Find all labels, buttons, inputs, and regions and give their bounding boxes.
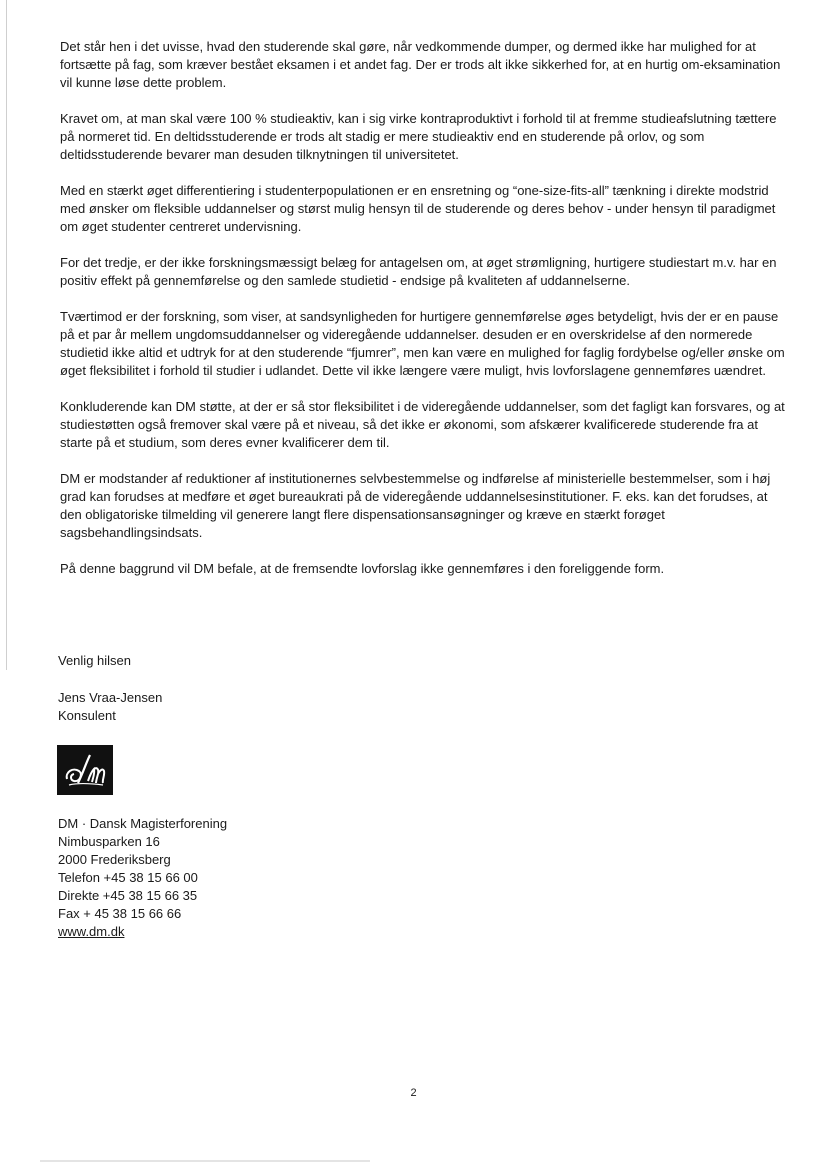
fax-number: Fax + 45 38 15 66 66 (58, 906, 182, 921)
paragraph-2: Kravet om, at man skal være 100 % studieaktiv, kan i sig virke kontraproduktivt i forhold til at fremme studieafslutning tættere på normeret tid. En deltidsstuderende er trods alt stadig er mere studieaktiv end en studerende på orlov, og som deltidsstuderende bevarer man desuden tilknytningen til universitetet. (60, 111, 777, 162)
org-name: DM · Dansk Magisterforening (58, 816, 228, 831)
paragraph-4: For det tredje, er der ikke forskningsmæssigt belæg for antagelsen om, at øget strømligning, hurtigere studiestart m.v. har en positiv effekt på gennemførelse og den samlede studietid - endsige på kvaliteten af uddannelserne. (60, 255, 777, 288)
address-block (58, 815, 227, 941)
paragraph-6: Konkluderende kan DM støtte, at der er så stor fleksibilitet i de videregående uddannelser, som det fagligt kan forsvares, og at studiestøtten også fremover skal være på et niveau, så det ikke er økonomi, som afskærer kvalificerede studerende fra at starte på et studium, som deres evner kvalificerer dem til. (60, 399, 785, 450)
page-number: 2 (410, 1087, 417, 1099)
signature-block (58, 689, 162, 725)
scan-edge-line (6, 0, 7, 670)
paragraph-5: Tværtimod er der forskning, som viser, at sandsynligheden for hurtigere gennemførelse øges betydeligt, hvis der er en pause på et par år mellem ungdomsuddannelser og videregående uddannelser. desuden er en overskridelse af den normerede studietid ikke altid et udtryk for at den studerende “fjumrer”, men kan være en mulighed for faglig fordybelse og/eller ønske om øget fleksibilitet i forhold til studier i udlandet. Dette vil ikke længere være muligt, hvis lovforslagene gennemføres uændret. (60, 309, 785, 378)
website-link[interactable]: www.dm.dk (58, 924, 125, 939)
signer-title: Konsulent (58, 708, 116, 723)
dm-logo-icon (57, 745, 113, 795)
scan-bottom-artifact (40, 1160, 370, 1162)
paragraph-7: DM er modstander af reduktioner af institutionernes selvbestemmelse og indførelse af ministerielle bestemmelser, som i høj grad kan forudses at medføre et øget bureaukrati på de videregående uddannelsesinstitutioner. F. eks. kan det forudses, at den obligatoriske tilmelding vil generere langt flere dispensationsansøgninger og kræve en stærkt forøget sagsbehandlingsindsats. (60, 471, 771, 540)
paragraph-3: Med en stærkt øget differentiering i studenterpopulationen er en ensretning og “one-size-fits-all” tænkning i direkte modstrid med ønsker om fleksible uddannelser og størst mulig hensyn til de studerende og deres behov - under hensyn til paradigmet om øget studenter centreret undervisning. (60, 183, 776, 234)
paragraph-8: På denne baggrund vil DM befale, at de fremsendte lovforslag ikke gennemføres i den foreliggende form. (60, 561, 665, 576)
dm-logo-glyph-icon (57, 745, 113, 795)
closing-greeting: Venlig hilsen (58, 653, 131, 668)
direct-number: Direkte +45 38 15 66 35 (58, 888, 198, 903)
street-address: Nimbusparken 16 (58, 834, 160, 849)
letter-body (60, 38, 785, 596)
city-address: 2000 Frederiksberg (58, 852, 171, 867)
phone-number: Telefon +45 38 15 66 00 (58, 870, 198, 885)
paragraph-1: Det står hen i det uvisse, hvad den studerende skal gøre, når vedkommende dumper, og dermed ikke har mulighed for at fortsætte på fag, som kræver bestået eksamen i et andet fag. Der er trods alt ikke sikkerhed for, at en hurtig om-eksamination vil kunne løse dette problem. (60, 39, 781, 90)
signer-name: Jens Vraa-Jensen (58, 690, 163, 705)
